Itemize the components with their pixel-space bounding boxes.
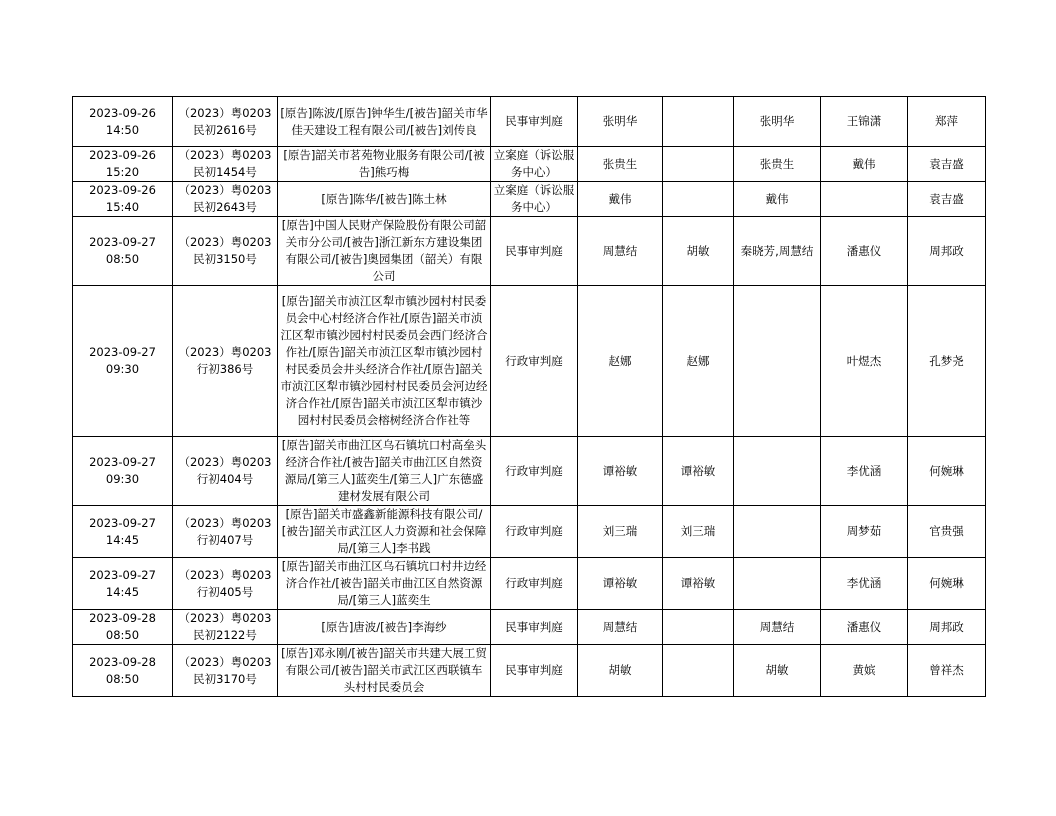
panel-member: 谭裕敏 <box>663 437 734 506</box>
panel-member: 刘三瑞 <box>663 506 734 558</box>
judge-assistant: 何婉琳 <box>908 437 986 506</box>
case-number: （2023）粤0203民初2643号 <box>173 182 278 217</box>
court-division: 民事审判庭 <box>491 217 578 286</box>
table-row <box>73 506 986 558</box>
parties: [原告]韶关市曲江区乌石镇坑口村高垒头经济合作社/[被告]韶关市曲江区自然资源局/[第三人]蓝奕生/[第三人]广东德盛建材发展有限公司 <box>278 437 491 506</box>
clerk: 王锦潇 <box>821 97 908 147</box>
presiding-judge: 胡敏 <box>578 645 663 697</box>
hearing-time: 2023-09-28 08:50 <box>73 645 173 697</box>
hearing-time: 2023-09-27 09:30 <box>73 286 173 437</box>
table-row <box>73 645 986 697</box>
presiding-judge: 谭裕敏 <box>578 558 663 610</box>
judge-assistant: 周邦政 <box>908 217 986 286</box>
court-division: 民事审判庭 <box>491 610 578 645</box>
case-number: （2023）粤0203民初3150号 <box>173 217 278 286</box>
table-row <box>73 97 986 147</box>
table-row <box>73 437 986 506</box>
clerk: 戴伟 <box>821 147 908 182</box>
judge-assistant: 孔梦尧 <box>908 286 986 437</box>
court-division: 民事审判庭 <box>491 97 578 147</box>
court-division: 民事审判庭 <box>491 645 578 697</box>
presiding-judge: 周慧结 <box>578 610 663 645</box>
case-number: （2023）粤0203民初2122号 <box>173 610 278 645</box>
presiding-judge: 谭裕敏 <box>578 437 663 506</box>
presiding-judge: 周慧结 <box>578 217 663 286</box>
presiding-judge: 张贵生 <box>578 147 663 182</box>
table-row <box>73 558 986 610</box>
table-row <box>73 217 986 286</box>
hearing-time: 2023-09-27 09:30 <box>73 437 173 506</box>
panel-member: 赵娜 <box>663 286 734 437</box>
table-row <box>73 610 986 645</box>
clerk: 李优涵 <box>821 558 908 610</box>
parties: [原告]韶关市曲江区乌石镇坑口村井边经济合作社/[被告]韶关市曲江区自然资源局/[第三人]蓝奕生 <box>278 558 491 610</box>
parties: [原告]中国人民财产保险股份有限公司韶关市分公司/[被告]浙江新东方建设集团有限公司/[被告]奥园集团（韶关）有限公司 <box>278 217 491 286</box>
presiding-judge: 刘三瑞 <box>578 506 663 558</box>
judge-assistant: 何婉琳 <box>908 558 986 610</box>
table-row <box>73 286 986 437</box>
hearing-time: 2023-09-28 08:50 <box>73 610 173 645</box>
presiding-judge: 戴伟 <box>578 182 663 217</box>
presiding-judge: 张明华 <box>578 97 663 147</box>
case-number: （2023）粤0203行初407号 <box>173 506 278 558</box>
clerk: 李优涵 <box>821 437 908 506</box>
parties: [原告]陈波/[原告]钟华生/[被告]韶关市华佳天建设工程有限公司/[被告]刘传良 <box>278 97 491 147</box>
judges <box>734 286 821 437</box>
panel-member <box>663 182 734 217</box>
clerk: 周梦茹 <box>821 506 908 558</box>
judge-assistant: 官贵强 <box>908 506 986 558</box>
hearing-time: 2023-09-26 15:40 <box>73 182 173 217</box>
parties: [原告]唐波/[被告]李海纱 <box>278 610 491 645</box>
court-division: 行政审判庭 <box>491 506 578 558</box>
hearing-schedule-table <box>72 96 986 697</box>
court-division: 行政审判庭 <box>491 558 578 610</box>
panel-member <box>663 645 734 697</box>
hearing-time: 2023-09-27 14:45 <box>73 506 173 558</box>
hearing-time: 2023-09-26 14:50 <box>73 97 173 147</box>
table-row <box>73 182 986 217</box>
judges: 戴伟 <box>734 182 821 217</box>
court-division: 行政审判庭 <box>491 437 578 506</box>
case-number: （2023）粤0203行初404号 <box>173 437 278 506</box>
court-division: 行政审判庭 <box>491 286 578 437</box>
clerk: 潘惠仪 <box>821 610 908 645</box>
clerk: 潘惠仪 <box>821 217 908 286</box>
parties: [原告]韶关市茗苑物业服务有限公司/[被告]熊巧梅 <box>278 147 491 182</box>
hearing-time: 2023-09-27 08:50 <box>73 217 173 286</box>
case-number: （2023）粤0203行初386号 <box>173 286 278 437</box>
judges: 周慧结 <box>734 610 821 645</box>
judges: 秦晓芳,周慧结 <box>734 217 821 286</box>
panel-member <box>663 147 734 182</box>
judges <box>734 437 821 506</box>
judges <box>734 506 821 558</box>
clerk: 叶煜杰 <box>821 286 908 437</box>
judges <box>734 558 821 610</box>
case-number: （2023）粤0203行初405号 <box>173 558 278 610</box>
case-number: （2023）粤0203民初1454号 <box>173 147 278 182</box>
court-division: 立案庭（诉讼服务中心） <box>491 182 578 217</box>
parties: [原告]韶关市浈江区犁市镇沙园村村民委员会中心村经济合作社/[原告]韶关市浈江区犁市镇沙园村村民委员会西门经济合作社/[原告]韶关市浈江区犁市镇沙园村村民委员会井头经济合作社/[原告]韶关市浈江区犁市镇沙园村村民委员会河边经济合作社/[原告]韶关市浈江区犁市镇沙园村村民委员会榕树经济合作社等 <box>278 286 491 437</box>
panel-member <box>663 610 734 645</box>
table-row <box>73 147 986 182</box>
judge-assistant: 袁吉盛 <box>908 147 986 182</box>
judge-assistant: 曾祥杰 <box>908 645 986 697</box>
hearing-time: 2023-09-26 15:20 <box>73 147 173 182</box>
judges: 张明华 <box>734 97 821 147</box>
clerk: 黄嫔 <box>821 645 908 697</box>
parties: [原告]韶关市盛鑫新能源科技有限公司/[被告]韶关市武江区人力资源和社会保障局/[第三人]李书践 <box>278 506 491 558</box>
parties: [原告]陈华/[被告]陈土林 <box>278 182 491 217</box>
court-division: 立案庭（诉讼服务中心） <box>491 147 578 182</box>
judge-assistant: 郑萍 <box>908 97 986 147</box>
hearing-time: 2023-09-27 14:45 <box>73 558 173 610</box>
case-number: （2023）粤0203民初3170号 <box>173 645 278 697</box>
judges: 胡敏 <box>734 645 821 697</box>
case-number: （2023）粤0203民初2616号 <box>173 97 278 147</box>
judges: 张贵生 <box>734 147 821 182</box>
panel-member <box>663 97 734 147</box>
judge-assistant: 袁吉盛 <box>908 182 986 217</box>
panel-member: 谭裕敏 <box>663 558 734 610</box>
clerk <box>821 182 908 217</box>
parties: [原告]邓永刚/[被告]韶关市共建大展工贸有限公司/[被告]韶关市武江区西联镇车头村村民委员会 <box>278 645 491 697</box>
panel-member: 胡敏 <box>663 217 734 286</box>
judge-assistant: 周邦政 <box>908 610 986 645</box>
presiding-judge: 赵娜 <box>578 286 663 437</box>
